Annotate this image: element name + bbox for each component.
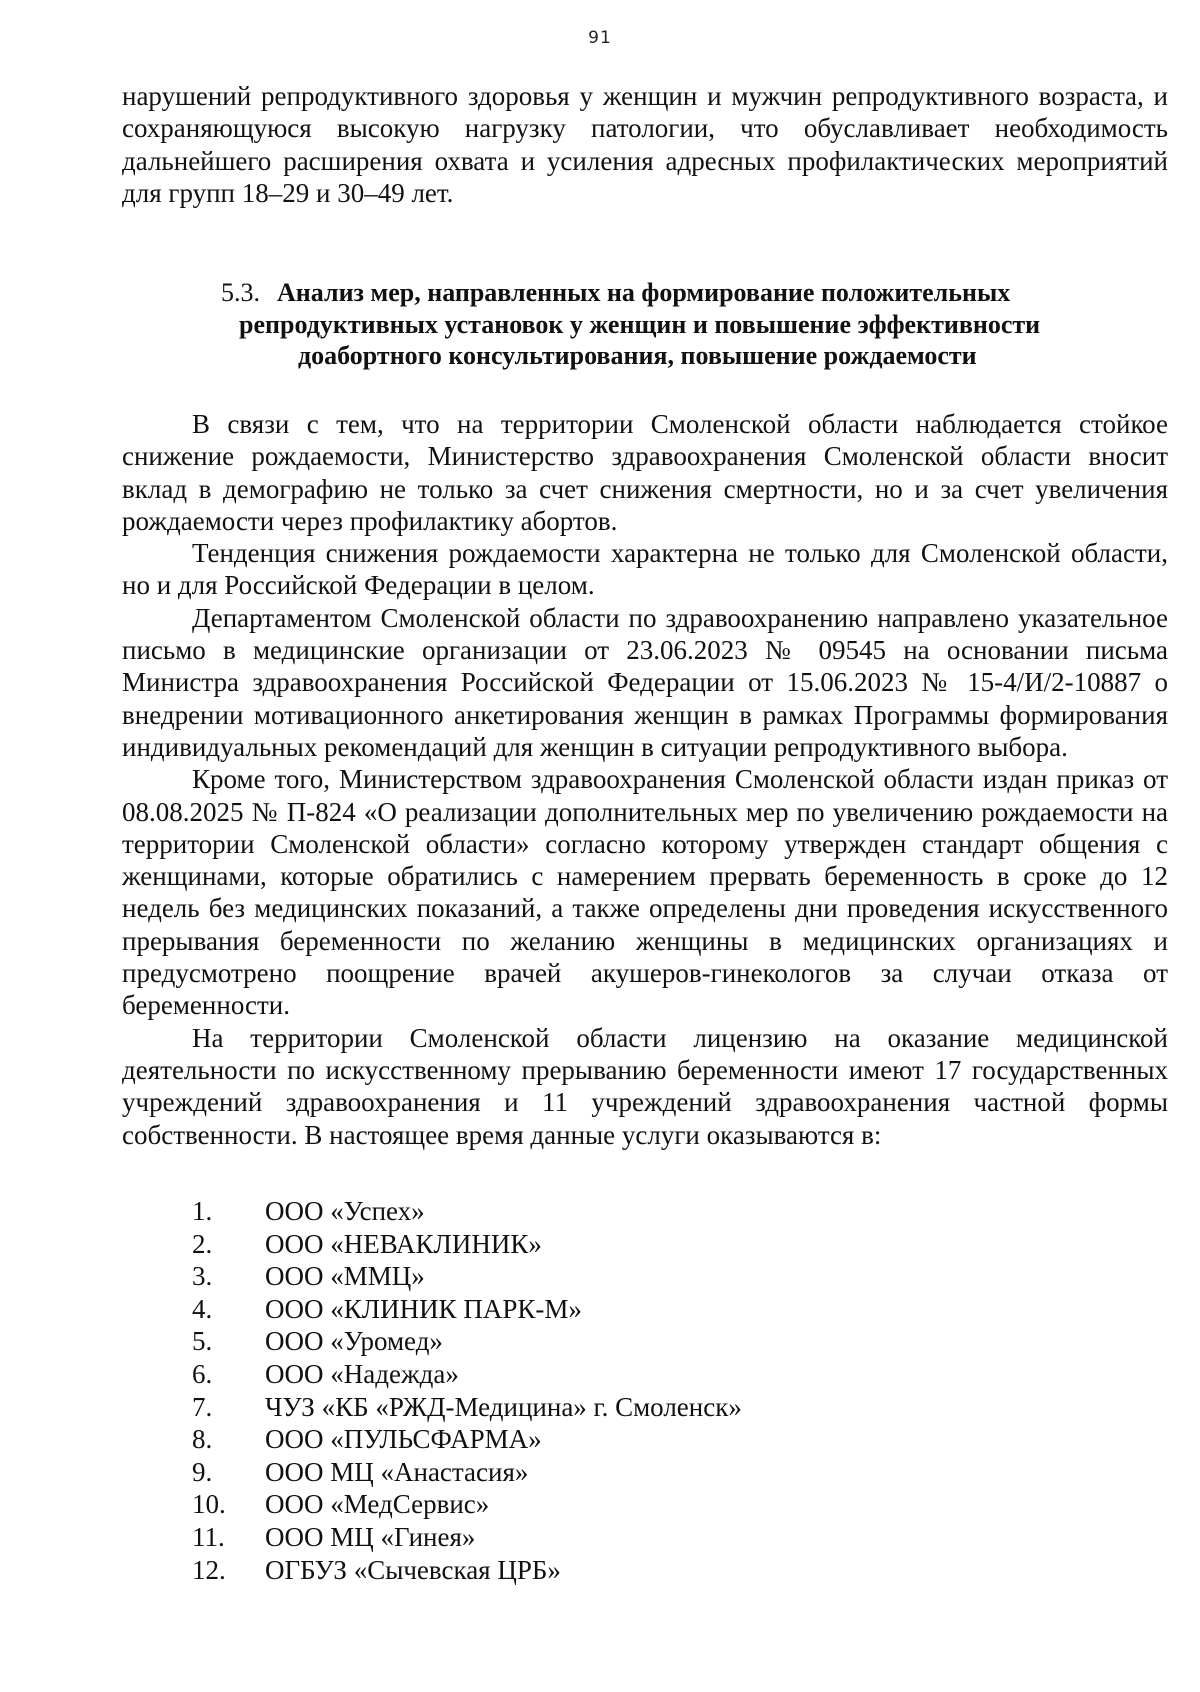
list-item	[122, 1358, 1122, 1391]
paragraph: Тенденция снижения рождаемости характерна не только для Смоленской области, но и для Российской Федерации в целом.	[122, 538, 1168, 601]
list-item-number: 5.	[192, 1326, 213, 1357]
organizations-list	[122, 1195, 1122, 1586]
list-item	[122, 1293, 1122, 1326]
list-item-number: 2.	[192, 1228, 213, 1259]
section-number: 5.3.	[221, 278, 260, 307]
list-item-number: 4.	[192, 1293, 213, 1324]
list-item	[122, 1391, 1122, 1424]
intro-paragraph: нарушений репродуктивного здоровья у женщин и мужчин репродуктивного возраста, и сохраняющуюся высокую нагрузку патологии, что обуславливает необходимость дальнейшего расширения охвата и усиления адресных профилактических мероприятий для групп 18–29 и 30–49 лет.	[122, 81, 1168, 208]
list-item	[122, 1521, 1122, 1554]
list-item-text: ООО «Надежда»	[265, 1358, 459, 1389]
list-item-text: ООО «Успех»	[265, 1196, 425, 1226]
list-item-number: 7.	[192, 1391, 213, 1422]
list-item-text: ООО «Уромед»	[265, 1326, 443, 1357]
list-item-text: ООО «МедСервис»	[265, 1489, 490, 1520]
list-item-number: 11.	[192, 1521, 225, 1552]
list-item-number: 1.	[192, 1196, 213, 1226]
intro-text	[122, 80, 1168, 209]
list-item-text: ООО «КЛИНИК ПАРК-М»	[265, 1293, 582, 1324]
list-item-number: 9.	[192, 1456, 213, 1487]
section-title-line-3: доабортного консультирования, повышение рождаемости	[298, 341, 977, 370]
list-item-number: 12.	[192, 1554, 226, 1585]
paragraph: В связи с тем, что на территории Смоленской области наблюдается стойкое снижение рождаемости, Министерство здравоохранения Смоленской области вносит вклад в демографию не только за счет снижения смертности, но и за счет увеличения рождаемости через профилактику абортов.	[122, 409, 1168, 536]
paragraph: Кроме того, Министерством здравоохранения Смоленской области издан приказ от 08.08.2025 № П-824 «О реализации дополнительных мер по увеличению рождаемости на территории Смоленской области» согласно которому утвержден стандарт общения с женщинами, которые обратились с намерением прервать беременность в сроке до 12 недель без медицинских показаний, а также определены дни проведения искусственного прерывания беременности по желанию женщины в медицинских организациях и предусмотрено поощрение врачей акушеров-гинекологов за случаи отказа от беременности.	[122, 764, 1168, 1021]
list-item	[122, 1423, 1122, 1456]
section-title-line-2: репродуктивных установок у женщин и повышение эффективности	[239, 309, 1041, 339]
list-item-text: ООО МЦ «Гинея»	[265, 1521, 476, 1552]
list-item-text: ООО «ММЦ»	[265, 1261, 425, 1292]
list-item	[122, 1488, 1122, 1521]
list-item-number: 6.	[192, 1358, 213, 1389]
list-item-text: ООО МЦ «Анастасия»	[265, 1456, 529, 1487]
list-item	[122, 1456, 1122, 1489]
list-item-text: ООО «ПУЛЬСФАРМА»	[265, 1424, 542, 1455]
list-item	[122, 1325, 1122, 1358]
main-text	[122, 408, 1168, 1151]
list-item-number: 3.	[192, 1261, 213, 1292]
page-number: 91	[588, 28, 612, 48]
list-item	[122, 1228, 1122, 1261]
list-item	[122, 1554, 1122, 1587]
section-title-line-1: Анализ мер, направленных на формирование положительных	[277, 278, 1011, 307]
list-item	[122, 1260, 1122, 1293]
paragraph: Департаментом Смоленской области по здравоохранению направлено указательное письмо в медицинские организации от 23.06.2023 № 09545 на основании письма Министра здравоохранения Российской Федерации от 15.06.2023 № 15-4/И/2-10887 о внедрении мотивационного анкетирования женщин в рамках Программы формирования индивидуальных рекомендаций для женщин в ситуации репродуктивного выбора.	[122, 602, 1168, 762]
list-item-text: ЧУЗ «КБ «РЖД-Медицина» г. Смоленск»	[265, 1391, 742, 1422]
list-item-number: 10.	[192, 1489, 226, 1520]
list-item	[122, 1195, 1122, 1228]
list-item-number: 8.	[192, 1424, 213, 1455]
list-item-text: ОГБУЗ «Сычевская ЦРБ»	[265, 1554, 561, 1585]
list-item-text: ООО «НЕВАКЛИНИК»	[265, 1228, 542, 1259]
paragraph: На территории Смоленской области лицензию на оказание медицинской деятельности по искусственному прерыванию беременности имеют 17 государственных учреждений здравоохранения и 11 учреждений здравоохранения частной формы собственности. В настоящее время данные услуги оказываются в:	[122, 1022, 1168, 1150]
